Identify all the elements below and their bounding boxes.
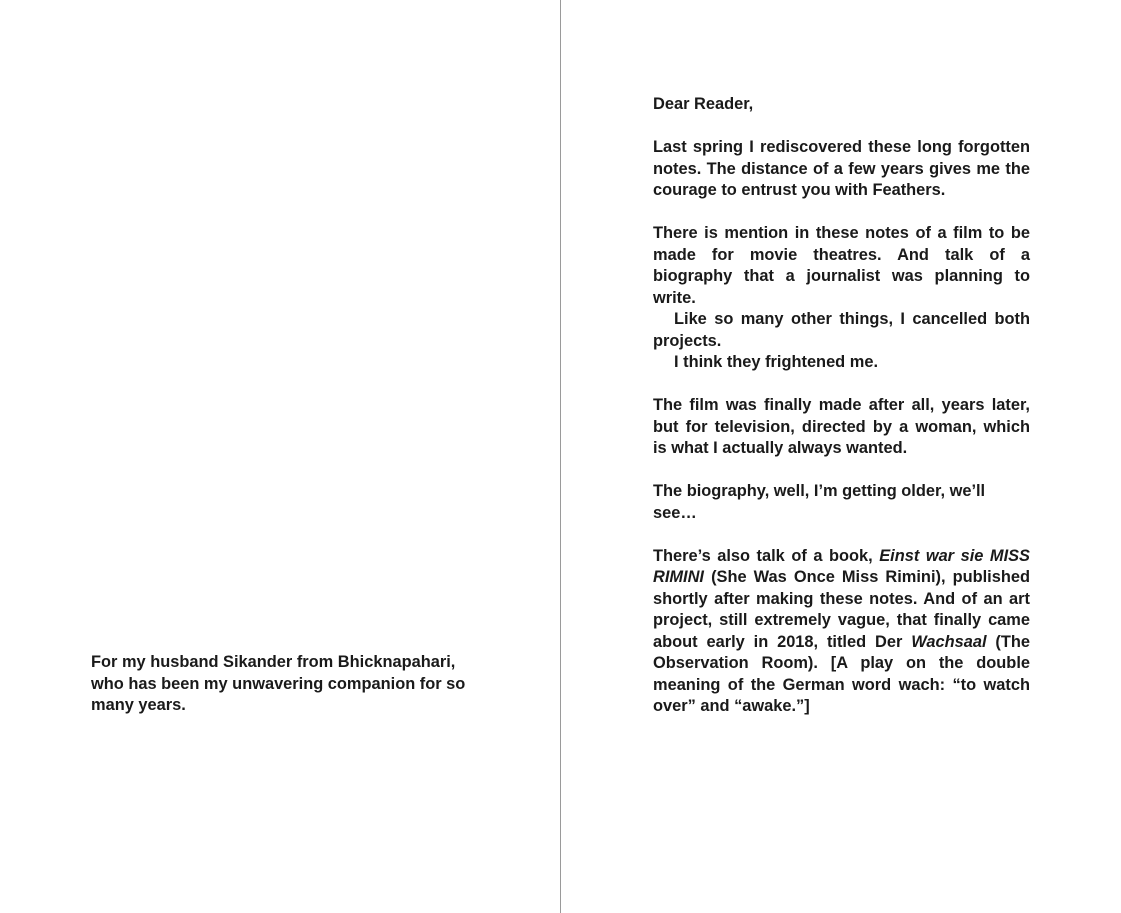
letter-paragraph-frightened: I think they frightened me.: [674, 353, 878, 371]
paragraph-gap: [653, 116, 1030, 138]
letter-paragraph-book-and-project: [653, 546, 1030, 718]
left-page: [0, 0, 560, 913]
letter-salutation: Dear Reader,: [653, 95, 754, 113]
book-title: Einst war sie MISS RIMINI: [653, 546, 1030, 586]
project-title: Wachsaal: [911, 632, 987, 651]
paragraph-gap: [653, 374, 1030, 396]
right-page: [561, 0, 1121, 913]
letter-paragraph-film-mention: There is mention in these notes of a film to be made for movie theatres. And talk of a biography that a journalist was planning to write.: [653, 224, 1030, 307]
paragraph-gap: [653, 524, 1030, 546]
dedication-text: For my husband Sikander from Bhicknapahari, who has been my unwavering companion for so many years.: [91, 653, 466, 714]
project-description-text: (The Observation Room). [A play on the double meaning of the German word wach: “to watch over” and “awake.”]: [653, 632, 1031, 715]
letter-paragraph-biography: The biography, well, I’m getting older, we’ll see…: [653, 482, 986, 522]
book-intro-text: There’s also talk of a book,: [653, 546, 880, 565]
paragraph-gap: [653, 202, 1030, 224]
letter-paragraph-cancelled: Like so many other things, I cancelled both projects.: [653, 310, 1030, 350]
letter-paragraph-rediscovered: Last spring I rediscovered these long forgotten notes. The distance of a few years gives me the courage to entrust you with Feathers.: [653, 138, 1030, 199]
letter-paragraph-film-made: The film was finally made after all, years later, but for television, directed by a woman, which is what I actually always wanted.: [653, 396, 1030, 457]
paragraph-gap: [653, 460, 1030, 482]
letter-to-reader: [653, 94, 1030, 718]
book-description-text: (She Was Once Miss Rimini), published shortly after making these notes. And of an art project, still extremely vague, that finally came about early in 2018, titled Der: [653, 568, 1030, 651]
